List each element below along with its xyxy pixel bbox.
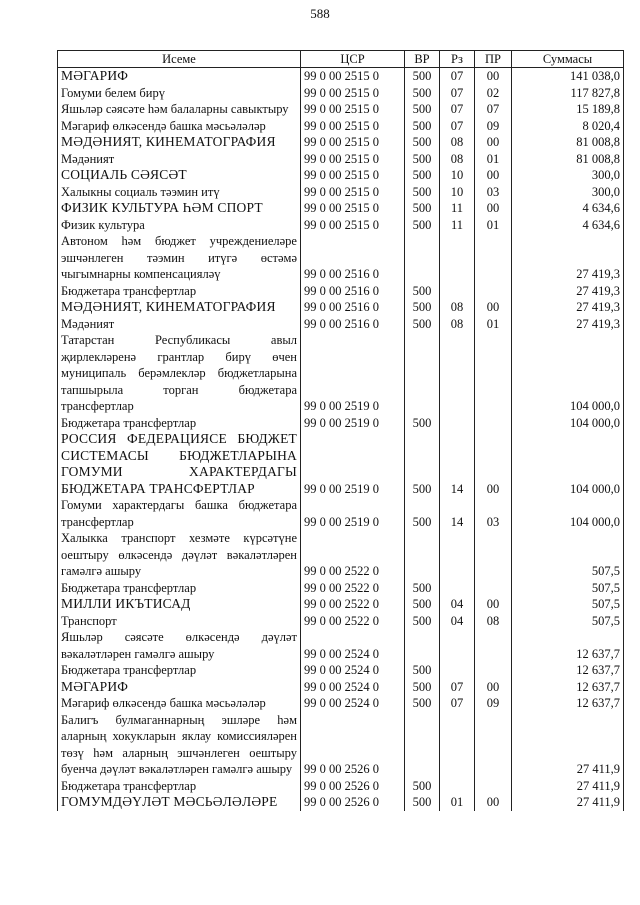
table-row xyxy=(58,695,624,712)
table-row xyxy=(58,85,624,102)
cell-csr: 99 0 00 2524 0 xyxy=(301,662,405,679)
cell-rz xyxy=(440,629,475,662)
cell-pr xyxy=(475,233,512,283)
cell-rz xyxy=(440,778,475,795)
cell-sum: 27 419,3 xyxy=(512,283,624,300)
cell-name: Автоном һәм бюджет учреждениеләре эшчәнлеген тәэмин итүгә өстәмә чыгымнарны компенсацияләү xyxy=(58,233,301,283)
cell-sum: 104 000,0 xyxy=(512,497,624,530)
cell-csr: 99 0 00 2519 0 xyxy=(301,415,405,432)
table-row xyxy=(58,431,624,497)
header-vr: ВР xyxy=(405,51,440,68)
cell-name: Яшьләр сәясәте өлкәсендә дәүләт вәкаләтләрен гамәлгә ашыру xyxy=(58,629,301,662)
cell-pr: 00 xyxy=(475,431,512,497)
cell-name: Яшьләр сәясәте һәм балаларны савыктыру xyxy=(58,101,301,118)
cell-name: Халыкны социаль тәэмин итү xyxy=(58,184,301,201)
cell-sum: 12 637,7 xyxy=(512,629,624,662)
cell-sum: 4 634,6 xyxy=(512,200,624,217)
cell-vr: 500 xyxy=(405,200,440,217)
cell-csr: 99 0 00 2522 0 xyxy=(301,530,405,580)
table-row xyxy=(58,184,624,201)
cell-pr xyxy=(475,580,512,597)
cell-csr: 99 0 00 2515 0 xyxy=(301,101,405,118)
cell-csr: 99 0 00 2522 0 xyxy=(301,580,405,597)
cell-csr: 99 0 00 2522 0 xyxy=(301,613,405,630)
table-row xyxy=(58,596,624,613)
cell-pr: 00 xyxy=(475,134,512,151)
cell-sum: 81 008,8 xyxy=(512,151,624,168)
cell-sum: 104 000,0 xyxy=(512,431,624,497)
table-row xyxy=(58,332,624,415)
cell-name: Бюджетара трансфертлар xyxy=(58,778,301,795)
cell-vr: 500 xyxy=(405,596,440,613)
cell-csr: 99 0 00 2519 0 xyxy=(301,431,405,497)
cell-csr: 99 0 00 2516 0 xyxy=(301,299,405,316)
table-row xyxy=(58,497,624,530)
cell-rz xyxy=(440,233,475,283)
cell-name: Мәдәният xyxy=(58,151,301,168)
cell-name: РОССИЯ ФЕДЕРАЦИЯСЕ БЮДЖЕТ СИСТЕМАСЫ БЮДЖЕТЛАРЫНА ГОМУМИ ХАРАКТЕРДАГЫ БЮДЖЕТАРА ТРАНСФЕРТЛАР xyxy=(58,431,301,497)
table-row xyxy=(58,794,624,811)
cell-rz: 04 xyxy=(440,596,475,613)
cell-pr xyxy=(475,662,512,679)
cell-pr: 01 xyxy=(475,316,512,333)
cell-vr: 500 xyxy=(405,778,440,795)
cell-rz: 04 xyxy=(440,613,475,630)
cell-csr: 99 0 00 2519 0 xyxy=(301,332,405,415)
table-row xyxy=(58,679,624,696)
cell-pr xyxy=(475,530,512,580)
cell-pr: 08 xyxy=(475,613,512,630)
table-row xyxy=(58,68,624,85)
cell-name: Балигъ булмаганнарның эшләре һәм аларның хокукларын яклау комиссияләрен төзү һәм аларның эшчәнлеген оештыру буенча дәүләт вәкаләтләрен гамәлгә ашыру xyxy=(58,712,301,778)
cell-name: Бюджетара трансфертлар xyxy=(58,415,301,432)
table-row xyxy=(58,299,624,316)
cell-rz: 10 xyxy=(440,167,475,184)
cell-name: Бюджетара трансфертлар xyxy=(58,283,301,300)
cell-sum: 141 038,0 xyxy=(512,68,624,85)
cell-pr: 00 xyxy=(475,596,512,613)
cell-rz: 11 xyxy=(440,200,475,217)
cell-csr: 99 0 00 2526 0 xyxy=(301,712,405,778)
cell-csr: 99 0 00 2515 0 xyxy=(301,217,405,234)
header-sum: Суммасы xyxy=(512,51,624,68)
table-row xyxy=(58,118,624,135)
cell-rz: 14 xyxy=(440,497,475,530)
cell-vr: 500 xyxy=(405,679,440,696)
cell-rz: 10 xyxy=(440,184,475,201)
cell-name: МӘДӘНИЯТ, КИНЕМАТОГРАФИЯ xyxy=(58,134,301,151)
cell-sum: 27 411,9 xyxy=(512,794,624,811)
cell-rz: 11 xyxy=(440,217,475,234)
cell-rz xyxy=(440,283,475,300)
cell-sum: 27 419,3 xyxy=(512,233,624,283)
cell-name: Бюджетара трансфертлар xyxy=(58,662,301,679)
table-header-row xyxy=(58,51,624,68)
cell-pr xyxy=(475,712,512,778)
table-row xyxy=(58,712,624,778)
cell-csr: 99 0 00 2515 0 xyxy=(301,68,405,85)
cell-pr: 02 xyxy=(475,85,512,102)
cell-name: Физик культура xyxy=(58,217,301,234)
cell-rz: 01 xyxy=(440,794,475,811)
cell-csr: 99 0 00 2515 0 xyxy=(301,151,405,168)
cell-sum: 12 637,7 xyxy=(512,679,624,696)
cell-pr: 00 xyxy=(475,200,512,217)
cell-rz: 08 xyxy=(440,134,475,151)
cell-vr: 500 xyxy=(405,695,440,712)
header-csr: ЦСР xyxy=(301,51,405,68)
cell-pr: 00 xyxy=(475,299,512,316)
cell-vr xyxy=(405,712,440,778)
cell-vr xyxy=(405,233,440,283)
cell-sum: 104 000,0 xyxy=(512,332,624,415)
header-rz: Рз xyxy=(440,51,475,68)
cell-vr: 500 xyxy=(405,134,440,151)
cell-sum: 27 419,3 xyxy=(512,316,624,333)
cell-sum: 12 637,7 xyxy=(512,695,624,712)
cell-sum: 4 634,6 xyxy=(512,217,624,234)
cell-sum: 507,5 xyxy=(512,530,624,580)
budget-table xyxy=(57,50,624,811)
cell-csr: 99 0 00 2524 0 xyxy=(301,629,405,662)
cell-vr: 500 xyxy=(405,662,440,679)
cell-csr: 99 0 00 2515 0 xyxy=(301,118,405,135)
cell-rz: 08 xyxy=(440,299,475,316)
cell-name: МИЛЛИ ИКЪТИСАД xyxy=(58,596,301,613)
cell-name: Халыкка транспорт хезмәте күрсәтүне оештыру өлкәсендә дәүләт вәкаләтләрен гамәлгә ашыру xyxy=(58,530,301,580)
cell-name: Гомуми белем бирү xyxy=(58,85,301,102)
cell-pr: 07 xyxy=(475,101,512,118)
cell-vr: 500 xyxy=(405,184,440,201)
table-row xyxy=(58,134,624,151)
table-row xyxy=(58,629,624,662)
cell-rz: 08 xyxy=(440,151,475,168)
table-row xyxy=(58,151,624,168)
cell-csr: 99 0 00 2515 0 xyxy=(301,167,405,184)
cell-name: Транспорт xyxy=(58,613,301,630)
table-row xyxy=(58,283,624,300)
table-row xyxy=(58,580,624,597)
cell-name: МӘГАРИФ xyxy=(58,679,301,696)
cell-pr: 01 xyxy=(475,217,512,234)
cell-vr xyxy=(405,332,440,415)
cell-sum: 300,0 xyxy=(512,184,624,201)
cell-csr: 99 0 00 2515 0 xyxy=(301,184,405,201)
table-row xyxy=(58,530,624,580)
cell-name: МӘГАРИФ xyxy=(58,68,301,85)
cell-sum: 8 020,4 xyxy=(512,118,624,135)
cell-name: Татарстан Республикасы авыл җирлекләренә грантлар бирү өчен муниципаль берәмлекләр бюджетларына тапшырыла торган бюджетара трансфертлар xyxy=(58,332,301,415)
table-row xyxy=(58,662,624,679)
cell-vr: 500 xyxy=(405,118,440,135)
cell-rz xyxy=(440,580,475,597)
cell-csr: 99 0 00 2524 0 xyxy=(301,679,405,696)
cell-vr: 500 xyxy=(405,415,440,432)
cell-sum: 12 637,7 xyxy=(512,662,624,679)
cell-vr: 500 xyxy=(405,613,440,630)
cell-vr: 500 xyxy=(405,316,440,333)
cell-pr: 09 xyxy=(475,118,512,135)
page-number: 588 xyxy=(310,6,330,21)
cell-sum: 15 189,8 xyxy=(512,101,624,118)
table-row xyxy=(58,167,624,184)
cell-sum: 300,0 xyxy=(512,167,624,184)
cell-vr: 500 xyxy=(405,217,440,234)
cell-name: Мәдәният xyxy=(58,316,301,333)
cell-csr: 99 0 00 2515 0 xyxy=(301,85,405,102)
cell-csr: 99 0 00 2515 0 xyxy=(301,134,405,151)
cell-vr xyxy=(405,530,440,580)
cell-sum: 117 827,8 xyxy=(512,85,624,102)
cell-rz: 07 xyxy=(440,695,475,712)
cell-rz: 07 xyxy=(440,68,475,85)
cell-name: Мәгариф өлкәсендә башка мәсьәләләр xyxy=(58,118,301,135)
cell-name: ФИЗИК КУЛЬТУРА ҺӘМ СПОРТ xyxy=(58,200,301,217)
cell-pr: 00 xyxy=(475,794,512,811)
table-row xyxy=(58,778,624,795)
cell-csr: 99 0 00 2516 0 xyxy=(301,233,405,283)
table-body xyxy=(58,68,624,811)
cell-pr xyxy=(475,283,512,300)
table-row xyxy=(58,415,624,432)
cell-vr: 500 xyxy=(405,299,440,316)
cell-pr xyxy=(475,332,512,415)
table-row xyxy=(58,233,624,283)
cell-pr xyxy=(475,778,512,795)
cell-sum: 27 419,3 xyxy=(512,299,624,316)
cell-sum: 507,5 xyxy=(512,613,624,630)
cell-rz xyxy=(440,332,475,415)
cell-vr: 500 xyxy=(405,794,440,811)
cell-csr: 99 0 00 2526 0 xyxy=(301,778,405,795)
cell-pr: 03 xyxy=(475,497,512,530)
table-row xyxy=(58,101,624,118)
cell-sum: 81 008,8 xyxy=(512,134,624,151)
cell-pr xyxy=(475,629,512,662)
cell-sum: 104 000,0 xyxy=(512,415,624,432)
cell-name: МӘДӘНИЯТ, КИНЕМАТОГРАФИЯ xyxy=(58,299,301,316)
cell-rz: 07 xyxy=(440,85,475,102)
cell-rz: 14 xyxy=(440,431,475,497)
cell-vr: 500 xyxy=(405,580,440,597)
cell-pr: 09 xyxy=(475,695,512,712)
cell-rz xyxy=(440,662,475,679)
cell-sum: 27 411,9 xyxy=(512,778,624,795)
table-row xyxy=(58,613,624,630)
cell-csr: 99 0 00 2522 0 xyxy=(301,596,405,613)
cell-name: Мәгариф өлкәсендә башка мәсьәләләр xyxy=(58,695,301,712)
cell-csr: 99 0 00 2516 0 xyxy=(301,316,405,333)
cell-name: Бюджетара трансфертлар xyxy=(58,580,301,597)
cell-csr: 99 0 00 2526 0 xyxy=(301,794,405,811)
cell-name: СОЦИАЛЬ СӘЯСӘТ xyxy=(58,167,301,184)
cell-pr: 00 xyxy=(475,167,512,184)
table-row xyxy=(58,217,624,234)
cell-rz xyxy=(440,415,475,432)
cell-csr: 99 0 00 2519 0 xyxy=(301,497,405,530)
cell-sum: 507,5 xyxy=(512,596,624,613)
cell-name: ГОМУМДӘҮЛӘТ МӘСЬӘЛӘЛӘРЕ xyxy=(58,794,301,811)
table-row xyxy=(58,200,624,217)
cell-rz xyxy=(440,530,475,580)
cell-vr: 500 xyxy=(405,151,440,168)
cell-name: Гомуми характердагы башка бюджетара трансфертлар xyxy=(58,497,301,530)
cell-vr: 500 xyxy=(405,68,440,85)
cell-rz: 07 xyxy=(440,101,475,118)
cell-pr xyxy=(475,415,512,432)
cell-vr: 500 xyxy=(405,431,440,497)
cell-vr: 500 xyxy=(405,101,440,118)
cell-rz: 08 xyxy=(440,316,475,333)
header-pr: ПР xyxy=(475,51,512,68)
cell-vr: 500 xyxy=(405,283,440,300)
cell-vr: 500 xyxy=(405,497,440,530)
table-row xyxy=(58,316,624,333)
cell-pr: 01 xyxy=(475,151,512,168)
cell-rz: 07 xyxy=(440,118,475,135)
cell-csr: 99 0 00 2524 0 xyxy=(301,695,405,712)
cell-pr: 00 xyxy=(475,679,512,696)
cell-sum: 507,5 xyxy=(512,580,624,597)
cell-sum: 27 411,9 xyxy=(512,712,624,778)
cell-rz: 07 xyxy=(440,679,475,696)
cell-pr: 03 xyxy=(475,184,512,201)
cell-rz xyxy=(440,712,475,778)
cell-pr: 00 xyxy=(475,68,512,85)
cell-vr: 500 xyxy=(405,85,440,102)
cell-vr: 500 xyxy=(405,167,440,184)
cell-csr: 99 0 00 2516 0 xyxy=(301,283,405,300)
cell-csr: 99 0 00 2515 0 xyxy=(301,200,405,217)
header-name: Исеме xyxy=(58,51,301,68)
cell-vr xyxy=(405,629,440,662)
